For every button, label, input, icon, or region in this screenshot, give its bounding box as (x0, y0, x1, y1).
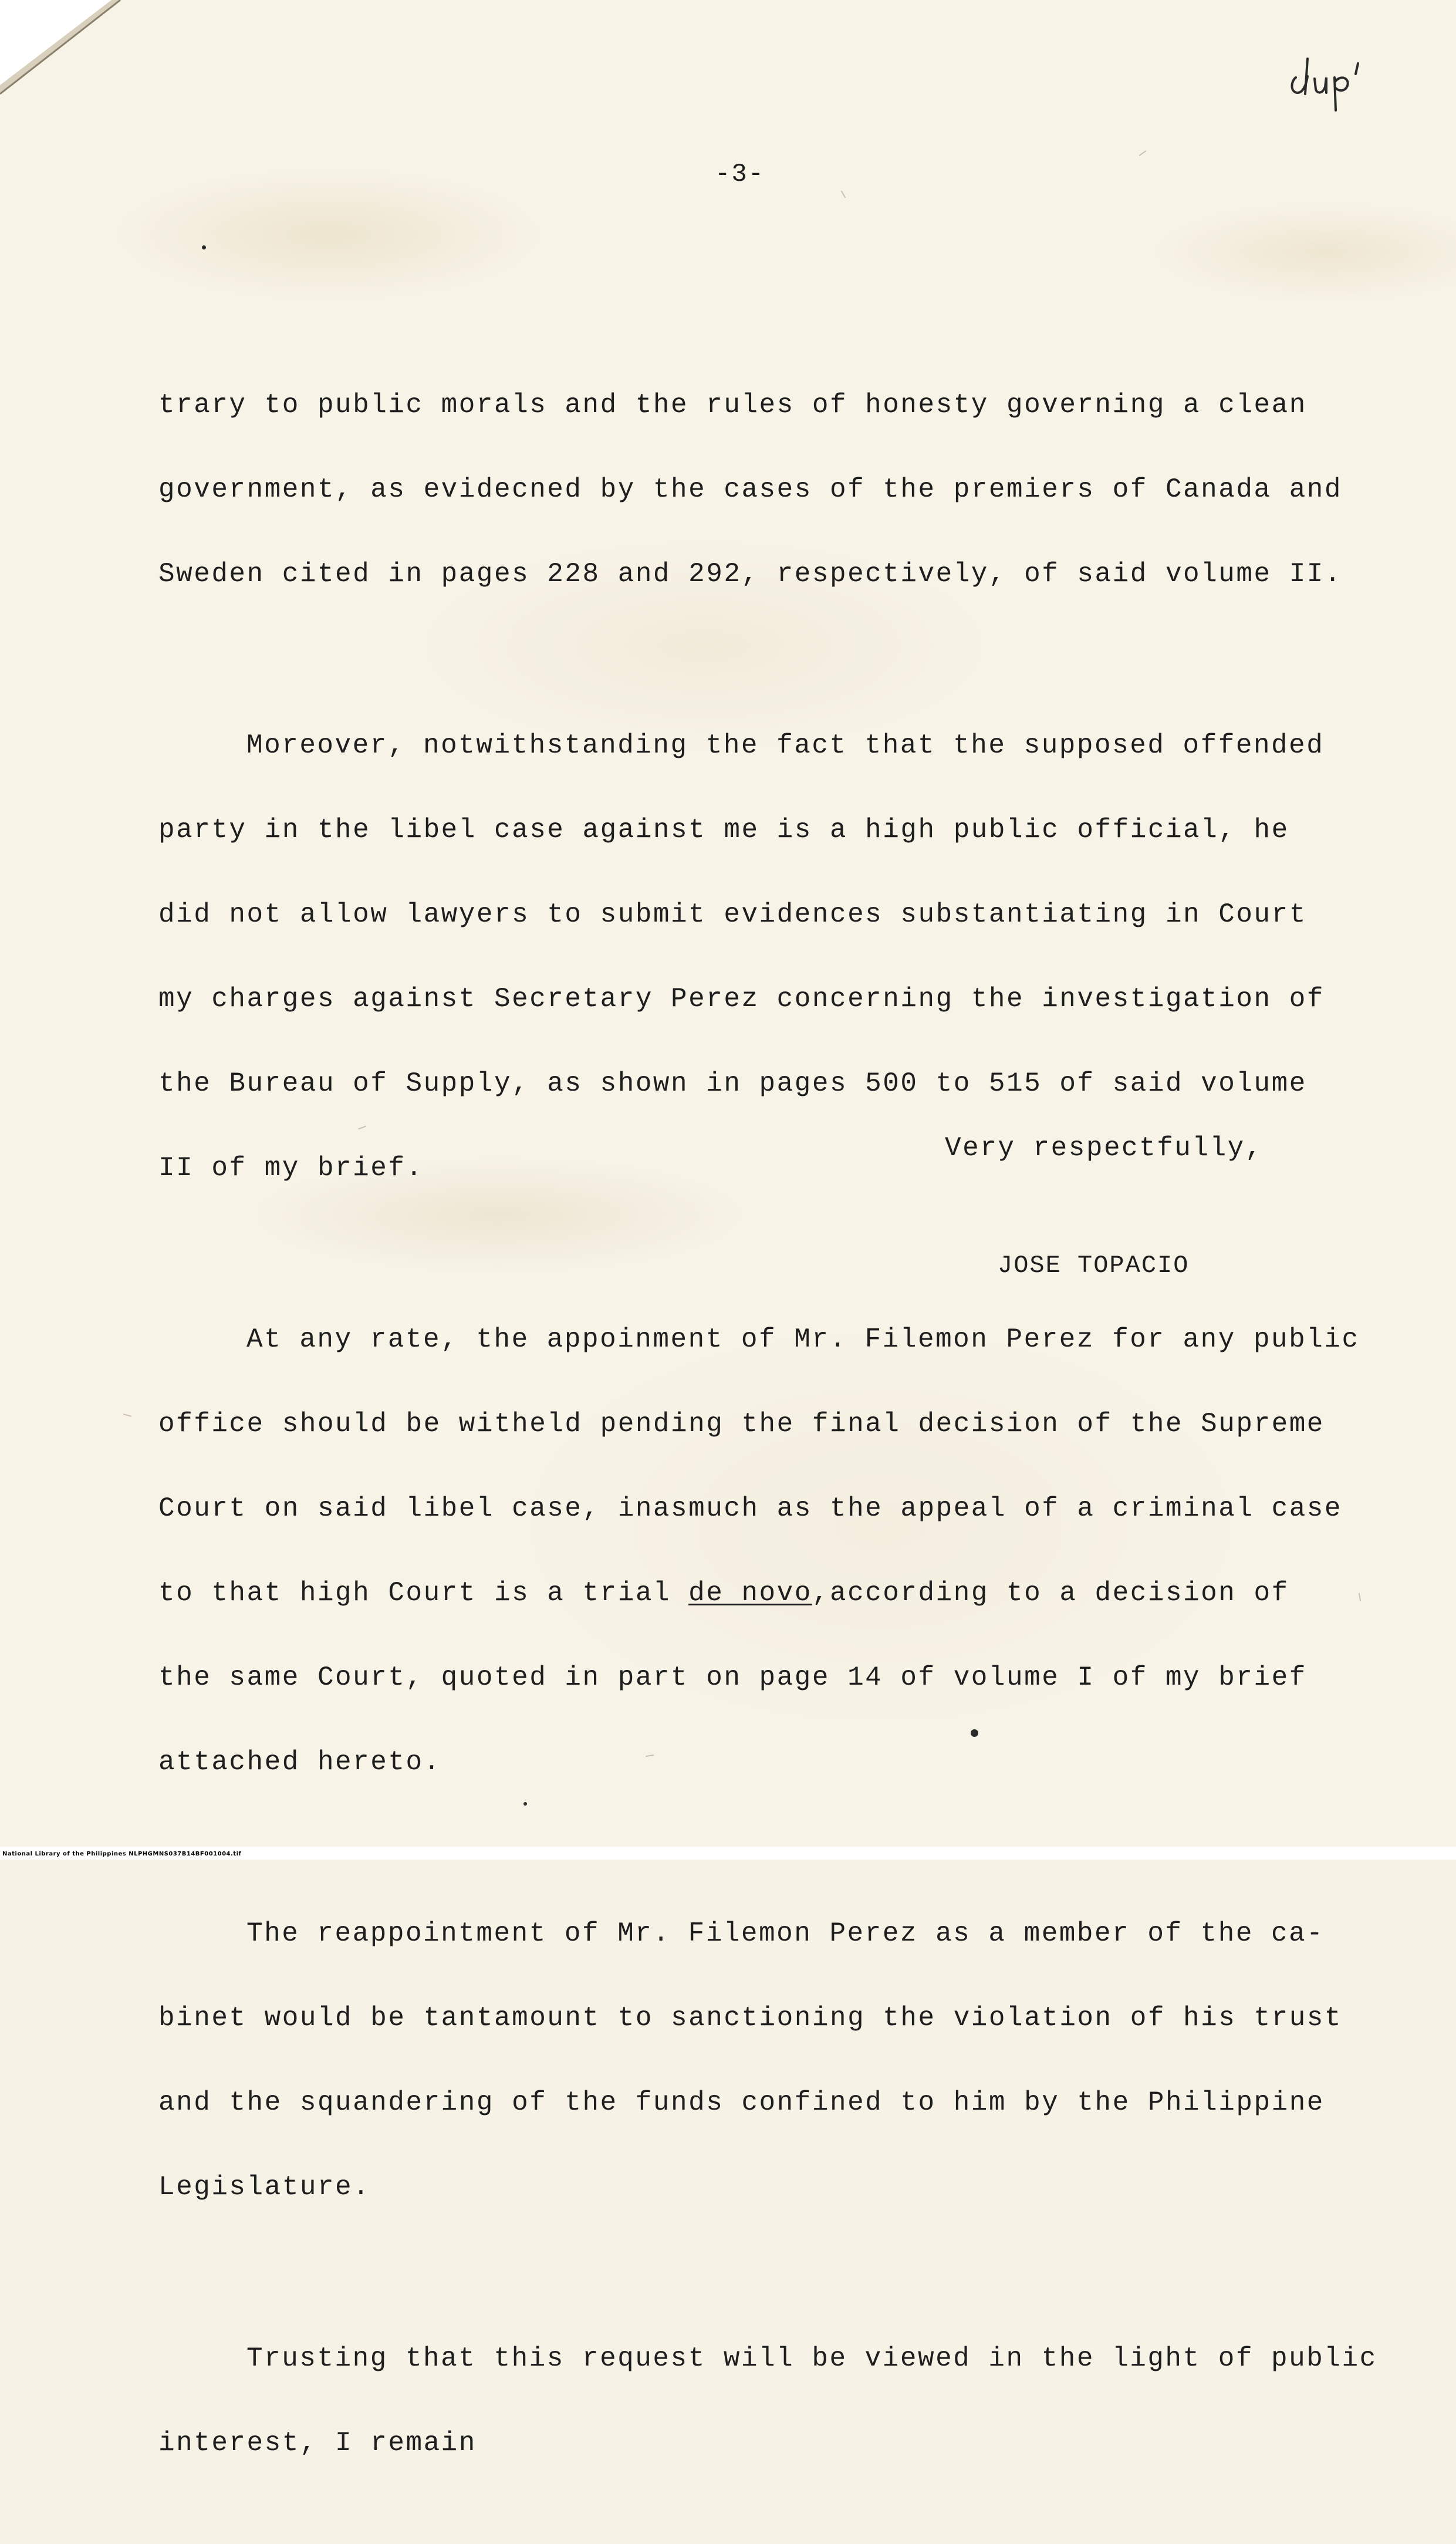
text-line: government, as evidecned by the cases of the premiers of Canada and (158, 474, 1343, 505)
text-line: office should be witheld pending the final decision of the Supreme (158, 1409, 1325, 1439)
text-line: attached hereto. (158, 1747, 441, 1777)
paragraph-5 (158, 2288, 1420, 2513)
ink-speck (202, 245, 206, 249)
underlined-term: de novo (688, 1578, 812, 1608)
scan-footer (0, 1847, 1456, 1860)
folded-corner-icon (0, 0, 129, 100)
text-line: Legislature. (158, 2172, 371, 2202)
text-line: party in the libel case against me is a high public official, he (158, 815, 1289, 845)
text-line (158, 1579, 1420, 1607)
ink-speck (523, 1802, 527, 1806)
text-line: trary to public morals and the rules of honesty governing a clean (158, 390, 1307, 420)
text-line: Trusting that this request will be viewed in the light of public (246, 2343, 1377, 2374)
text-line: The reappointment of Mr. Filemon Perez as a member of the ca- (246, 1918, 1325, 1949)
text-line: Moreover, notwithstanding the fact that the supposed offended (246, 730, 1325, 761)
text-line: and the squandering of the funds confined to him by the Philippine (158, 2087, 1325, 2118)
signature-name: JOSE TOPACIO (998, 1251, 1190, 1280)
paragraph-1 (158, 335, 1420, 645)
text-line: the same Court, quoted in part on page 14 of volume I of my brief (158, 1662, 1307, 1693)
annotation-text: dup' (1285, 35, 1287, 36)
letter-body (158, 335, 1420, 2544)
text-line: binet would be tantamount to sanctioning the violation of his trust (158, 2003, 1343, 2033)
text-line: Sweden cited in pages 228 and 292, respectively, of said volume II. (158, 559, 1343, 589)
paragraph-4 (158, 1863, 1420, 2258)
text-line: II of my brief. (158, 1153, 424, 1183)
closing-salutation: Very respectfully, (945, 1133, 1263, 1163)
text-line: my charges against Secretary Perez concerning the investigation of (158, 984, 1325, 1014)
text-line: Court on said libel case, inasmuch as the appeal of a criminal case (158, 1493, 1343, 1524)
text-line: interest, I remain (158, 2428, 477, 2458)
handwritten-annotation (1285, 35, 1367, 117)
ink-speck (971, 1729, 978, 1737)
scan-label: National Library of the Philippines NLPHGMNS037B14BF001004.tif (2, 1851, 242, 1857)
paragraph-3 (158, 1269, 1420, 1833)
text-segment: ,according to a decision of (812, 1578, 1289, 1608)
text-line: At any rate, the appoinment of Mr. Filemon Perez for any public (246, 1324, 1360, 1355)
text-line: the Bureau of Supply, as shown in pages 500 to 515 of said volume (158, 1068, 1307, 1099)
text-segment: to that high Court is a trial (158, 1578, 689, 1608)
text-line: did not allow lawyers to submit evidences substantiating in Court (158, 899, 1307, 930)
page-number: -3- (715, 160, 765, 189)
